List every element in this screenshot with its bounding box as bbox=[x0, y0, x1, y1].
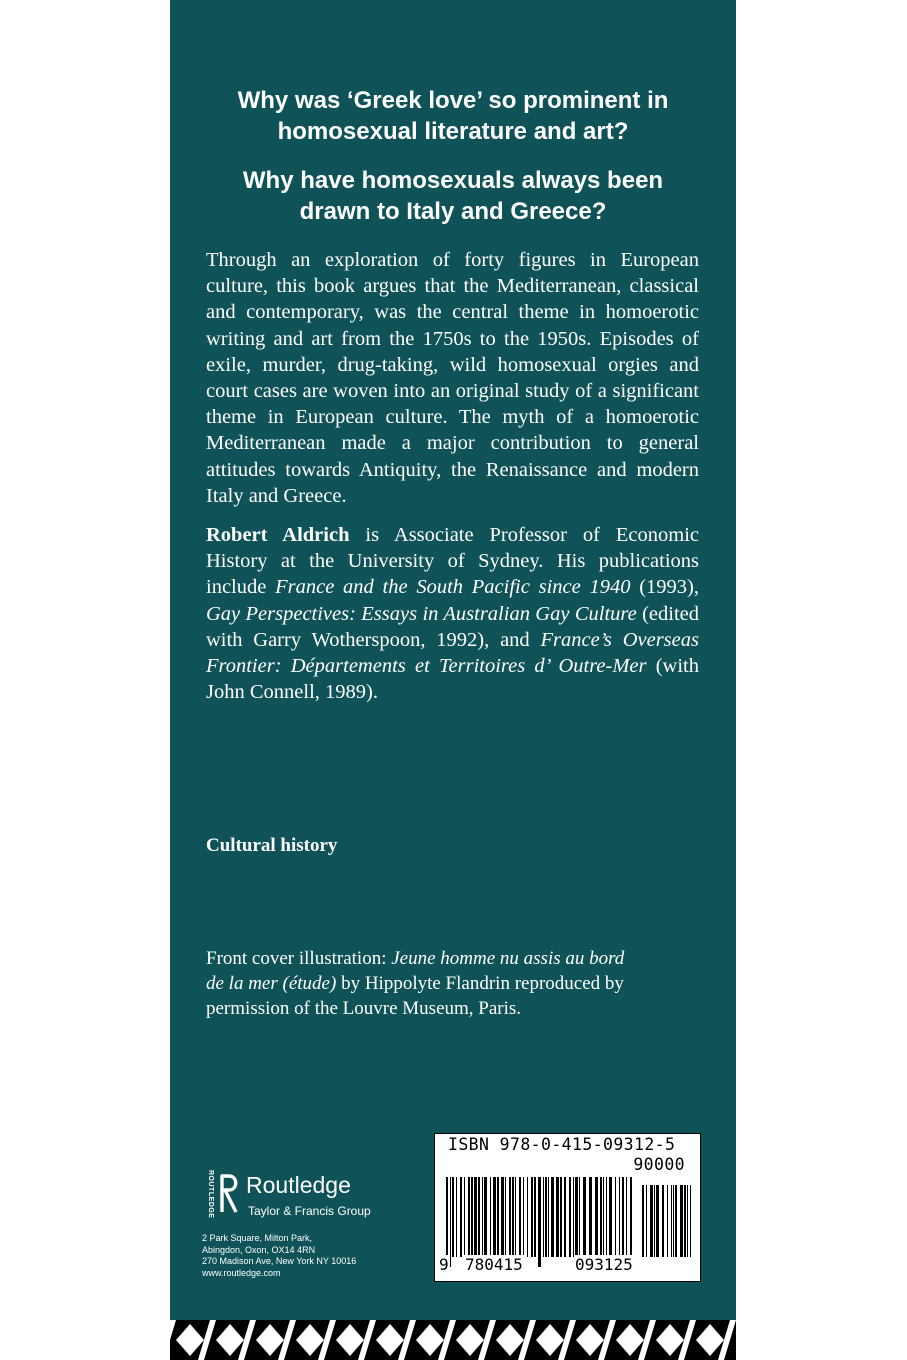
barcode-bar bbox=[519, 1177, 521, 1257]
isbn-barcode bbox=[434, 1133, 701, 1282]
barcode-bar bbox=[603, 1177, 604, 1257]
barcode-bar bbox=[478, 1177, 480, 1257]
diamond-shape bbox=[576, 1324, 604, 1356]
publisher-website: www.routledge.com bbox=[202, 1267, 281, 1278]
diamond-shape bbox=[696, 1324, 724, 1356]
barcode-bar bbox=[680, 1185, 683, 1257]
cover-credit bbox=[206, 946, 646, 1021]
barcode-bar bbox=[545, 1177, 547, 1257]
barcode-bar bbox=[589, 1177, 592, 1257]
barcode-bar bbox=[543, 1177, 544, 1257]
isbn-number: ISBN 978-0-415-09312-5 bbox=[448, 1135, 676, 1154]
publisher-side-label bbox=[202, 1170, 216, 1226]
barcode-bar bbox=[575, 1177, 578, 1257]
barcode-bar bbox=[509, 1177, 511, 1257]
barcode-bar bbox=[497, 1177, 499, 1257]
book-title-1: France and the South Pacific since 1940 bbox=[275, 576, 631, 599]
book-title-3: France’s Overseas Frontier: Départements et Territoires d’ Outre-Mer bbox=[206, 628, 699, 678]
barcode-bar bbox=[452, 1177, 454, 1257]
barcode-bar bbox=[482, 1177, 483, 1257]
barcode-bar bbox=[667, 1185, 668, 1257]
barcode-bar bbox=[684, 1185, 686, 1257]
barcode-bar bbox=[619, 1177, 620, 1257]
barcode-digits-left: 780415 bbox=[465, 1255, 523, 1274]
barcode-bar bbox=[690, 1185, 691, 1257]
barcode-bar bbox=[527, 1177, 528, 1257]
barcode-bar bbox=[656, 1185, 659, 1257]
question-1-line-1: Why was ‘Greek love’ so prominent in bbox=[237, 87, 669, 114]
diamond-shape bbox=[376, 1324, 404, 1356]
cover-credit-text-1: Front cover illustration: bbox=[206, 948, 392, 969]
diamond-shape bbox=[256, 1324, 284, 1356]
barcode-bar bbox=[626, 1177, 627, 1257]
diamond-shape bbox=[176, 1324, 204, 1356]
publisher-name: Routledge bbox=[246, 1172, 351, 1198]
barcode-bar bbox=[512, 1177, 514, 1257]
barcode-bar bbox=[460, 1177, 462, 1257]
barcode-bar bbox=[560, 1177, 562, 1257]
address-line: 2 Park Square, Milton Park, bbox=[202, 1233, 313, 1243]
barcode-bar bbox=[573, 1177, 574, 1257]
question-2 bbox=[170, 165, 736, 227]
diamond-shape bbox=[616, 1324, 644, 1356]
barcode-bar bbox=[595, 1177, 598, 1257]
back-cover bbox=[170, 0, 736, 1360]
barcode-bar bbox=[673, 1185, 674, 1257]
category-label: Cultural history bbox=[206, 835, 338, 856]
author-bio-text-2: (1993), bbox=[630, 576, 699, 599]
barcode-bar bbox=[579, 1177, 580, 1257]
barcode-bar bbox=[622, 1177, 624, 1257]
barcode-bar bbox=[654, 1185, 655, 1257]
diamond-shape bbox=[216, 1324, 244, 1356]
book-title-2: Gay Perspectives: Essays in Australian Gay Culture bbox=[206, 602, 637, 625]
barcode-bar bbox=[609, 1177, 612, 1257]
diamond-shape bbox=[456, 1324, 484, 1356]
barcode-digits bbox=[438, 1255, 698, 1279]
barcode-bar bbox=[493, 1177, 496, 1257]
publisher-address bbox=[202, 1233, 356, 1279]
barcode-bar bbox=[650, 1185, 653, 1257]
barcode-bar bbox=[484, 1177, 487, 1257]
question-2-line-2: drawn to Italy and Greece? bbox=[299, 198, 607, 225]
artwork-title: Jeune homme nu assis au bord de la mer (étude) bbox=[206, 948, 625, 994]
diamond-pattern bbox=[170, 1320, 736, 1360]
barcode-bar bbox=[569, 1177, 571, 1257]
barcode-bar bbox=[450, 1177, 451, 1267]
publisher-logo bbox=[202, 1168, 422, 1228]
barcode-bar bbox=[606, 1177, 607, 1257]
question-1-line-2: homosexual literature and art? bbox=[277, 118, 629, 145]
barcode-bar bbox=[630, 1177, 632, 1267]
barcode-bar bbox=[615, 1177, 616, 1257]
barcode-bar bbox=[515, 1177, 516, 1257]
address-line: 270 Madison Ave, New York NY 10016 bbox=[202, 1256, 357, 1266]
diamond-shape bbox=[536, 1324, 564, 1356]
diamond-shape bbox=[416, 1324, 444, 1356]
barcode-bar bbox=[468, 1177, 470, 1257]
diamond-shape bbox=[296, 1324, 324, 1356]
decorative-pattern bbox=[170, 1320, 736, 1360]
barcode-bar bbox=[505, 1177, 506, 1257]
barcode-bar bbox=[687, 1185, 688, 1257]
diamond-shape bbox=[496, 1324, 524, 1356]
book-description: Through an exploration of forty figures in European culture, this book argues that the Mediterranean, classical and contemporary, was the central theme in homoerotic writing and art from the 1750s to the 1950s. Episodes of exile, murder, drug-taking, wild homosexual orgies and court cases are woven into an original study of a significant theme in European culture. The myth of a homoerotic Mediterranean made a major contribution to general attitudes towards Antiquity, the Renaissance and modern Italy and Greece. bbox=[206, 249, 699, 507]
barcode-bar bbox=[600, 1177, 602, 1257]
question-2-line-1: Why have homosexuals always been bbox=[242, 167, 664, 194]
barcode-bar bbox=[551, 1177, 554, 1257]
barcode-bar bbox=[538, 1177, 541, 1267]
author-bio-text-3: (edited with Garry Wotherspoon, 1992), and bbox=[206, 602, 699, 651]
barcode-bar bbox=[662, 1185, 664, 1257]
barcode-bar bbox=[564, 1177, 566, 1257]
barcode-bar bbox=[642, 1185, 644, 1257]
publisher-side-text: ROUTLEDGE bbox=[207, 1170, 214, 1219]
barcode-digit-first: 9 bbox=[439, 1255, 449, 1274]
routledge-r-icon bbox=[216, 1172, 242, 1214]
barcode-digits-right: 093125 bbox=[575, 1255, 633, 1274]
barcode-bar bbox=[464, 1177, 465, 1257]
author-bio-text-1: is Associate Professor of Economic History at the University of Sydney. His publications include bbox=[206, 524, 699, 599]
publisher-group: Taylor & Francis Group bbox=[248, 1204, 371, 1218]
barcode-bar bbox=[671, 1185, 672, 1257]
barcode-bar bbox=[548, 1177, 549, 1257]
barcode-bar bbox=[490, 1177, 491, 1257]
author-bio-text-4: (with John Connell, 1989). bbox=[206, 655, 699, 704]
barcode-bar bbox=[675, 1185, 677, 1257]
author-bio bbox=[206, 522, 699, 705]
barcode-bar bbox=[583, 1177, 586, 1257]
barcode-bar bbox=[523, 1177, 524, 1257]
cover-credit-text-2: by Hippolyte Flandrin reproduced by permission of the Louvre Museum, Paris. bbox=[206, 973, 624, 1019]
question-1 bbox=[170, 85, 736, 147]
barcode-bar bbox=[474, 1177, 477, 1257]
address-line: Abingdon, Oxon, OX14 4RN bbox=[202, 1244, 316, 1255]
stripe-shape bbox=[170, 1320, 176, 1360]
barcode-bar bbox=[531, 1177, 533, 1257]
barcode-bar bbox=[646, 1185, 647, 1257]
barcode-bar bbox=[534, 1177, 536, 1257]
barcode-bar bbox=[446, 1177, 448, 1267]
barcode-bar bbox=[471, 1177, 473, 1257]
diamond-shape bbox=[336, 1324, 364, 1356]
barcode-bar bbox=[456, 1177, 457, 1257]
author-name: Robert Aldrich bbox=[206, 524, 350, 546]
barcode-bar bbox=[501, 1177, 504, 1257]
barcode-bar bbox=[556, 1177, 559, 1257]
diamond-shape bbox=[656, 1324, 684, 1356]
price-code: 90000 bbox=[633, 1155, 685, 1174]
